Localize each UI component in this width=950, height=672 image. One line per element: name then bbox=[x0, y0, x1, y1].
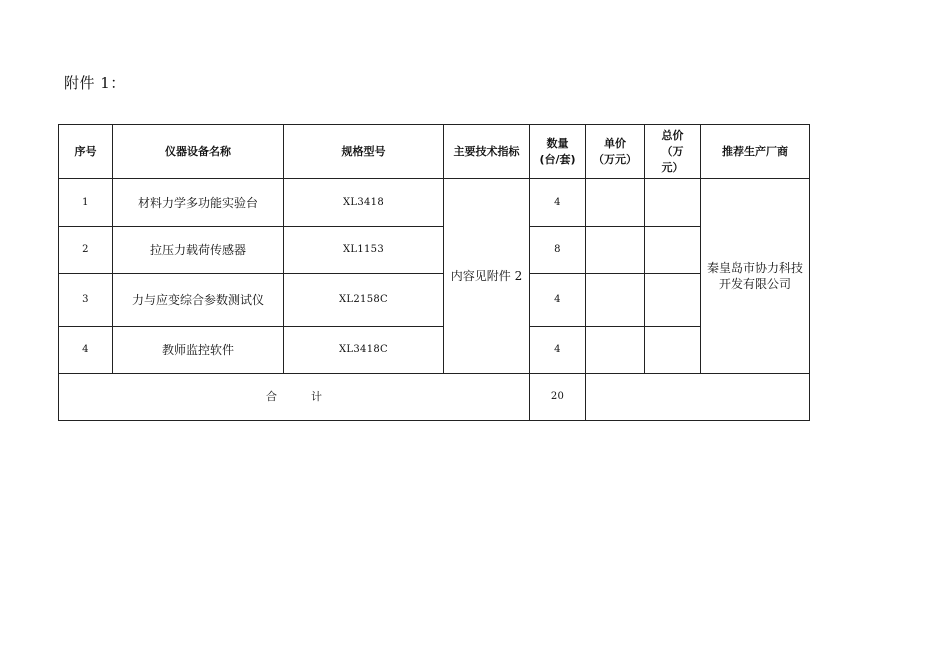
header-name: 仪器设备名称 bbox=[113, 125, 284, 179]
cell-model: XL1153 bbox=[284, 227, 444, 274]
total-label-b: 计 bbox=[311, 390, 322, 403]
table-row bbox=[59, 179, 810, 227]
cell-model: XL3418C bbox=[284, 327, 444, 374]
header-unit-price-line1: 单价 bbox=[604, 136, 626, 150]
table-row bbox=[59, 327, 810, 374]
header-unit-price bbox=[586, 125, 645, 179]
header-total-price-line3: 元） bbox=[661, 160, 684, 174]
cell-total-price bbox=[645, 327, 701, 374]
cell-qty: 4 bbox=[530, 179, 586, 227]
cell-qty: 4 bbox=[530, 327, 586, 374]
cell-name: 教师监控软件 bbox=[113, 327, 284, 374]
cell-unit-price bbox=[586, 227, 645, 274]
cell-total-price bbox=[645, 179, 701, 227]
header-qty-line1: 数量 bbox=[546, 136, 569, 150]
header-total-price-line1: 总价 bbox=[661, 128, 684, 142]
cell-unit-price bbox=[586, 274, 645, 327]
cell-vendor-merged bbox=[701, 179, 810, 374]
cell-qty: 4 bbox=[530, 274, 586, 327]
total-label-a: 合 bbox=[266, 390, 277, 403]
header-total-price-line2: （万 bbox=[661, 144, 684, 158]
vendor-line1: 秦皇岛市协力科技 bbox=[706, 261, 803, 275]
vendor-line2: 开发有限公司 bbox=[718, 277, 791, 291]
table-row bbox=[59, 227, 810, 274]
table-row bbox=[59, 274, 810, 327]
cell-spec-merged: 内容见附件 2 bbox=[444, 179, 530, 374]
cell-model: XL3418 bbox=[284, 179, 444, 227]
cell-seq: 3 bbox=[59, 274, 113, 327]
cell-name: 拉压力载荷传感器 bbox=[113, 227, 284, 274]
total-label bbox=[59, 374, 530, 421]
header-qty-line2: (台/套) bbox=[539, 152, 576, 166]
header-model: 规格型号 bbox=[284, 125, 444, 179]
header-total-price bbox=[645, 125, 701, 179]
total-qty: 20 bbox=[530, 374, 586, 421]
attachment-heading: 附件 1： bbox=[64, 74, 126, 92]
cell-qty: 8 bbox=[530, 227, 586, 274]
cell-unit-price bbox=[586, 327, 645, 374]
header-unit-price-line2: （万元） bbox=[593, 152, 637, 166]
cell-total-price bbox=[645, 274, 701, 327]
cell-seq: 1 bbox=[59, 179, 113, 227]
cell-name: 材料力学多功能实验台 bbox=[113, 179, 284, 227]
header-qty bbox=[530, 125, 586, 179]
header-vendor: 推荐生产厂商 bbox=[701, 125, 810, 179]
header-spec: 主要技术指标 bbox=[444, 125, 530, 179]
total-amount bbox=[586, 374, 810, 421]
cell-seq: 4 bbox=[59, 327, 113, 374]
cell-seq: 2 bbox=[59, 227, 113, 274]
cell-total-price bbox=[645, 227, 701, 274]
cell-name: 力与应变综合参数测试仪 bbox=[113, 274, 284, 327]
cell-model: XL2158C bbox=[284, 274, 444, 327]
header-seq: 序号 bbox=[59, 125, 113, 179]
equipment-table bbox=[58, 124, 810, 421]
table-total-row bbox=[59, 374, 810, 421]
cell-unit-price bbox=[586, 179, 645, 227]
table-header-row bbox=[59, 125, 810, 179]
